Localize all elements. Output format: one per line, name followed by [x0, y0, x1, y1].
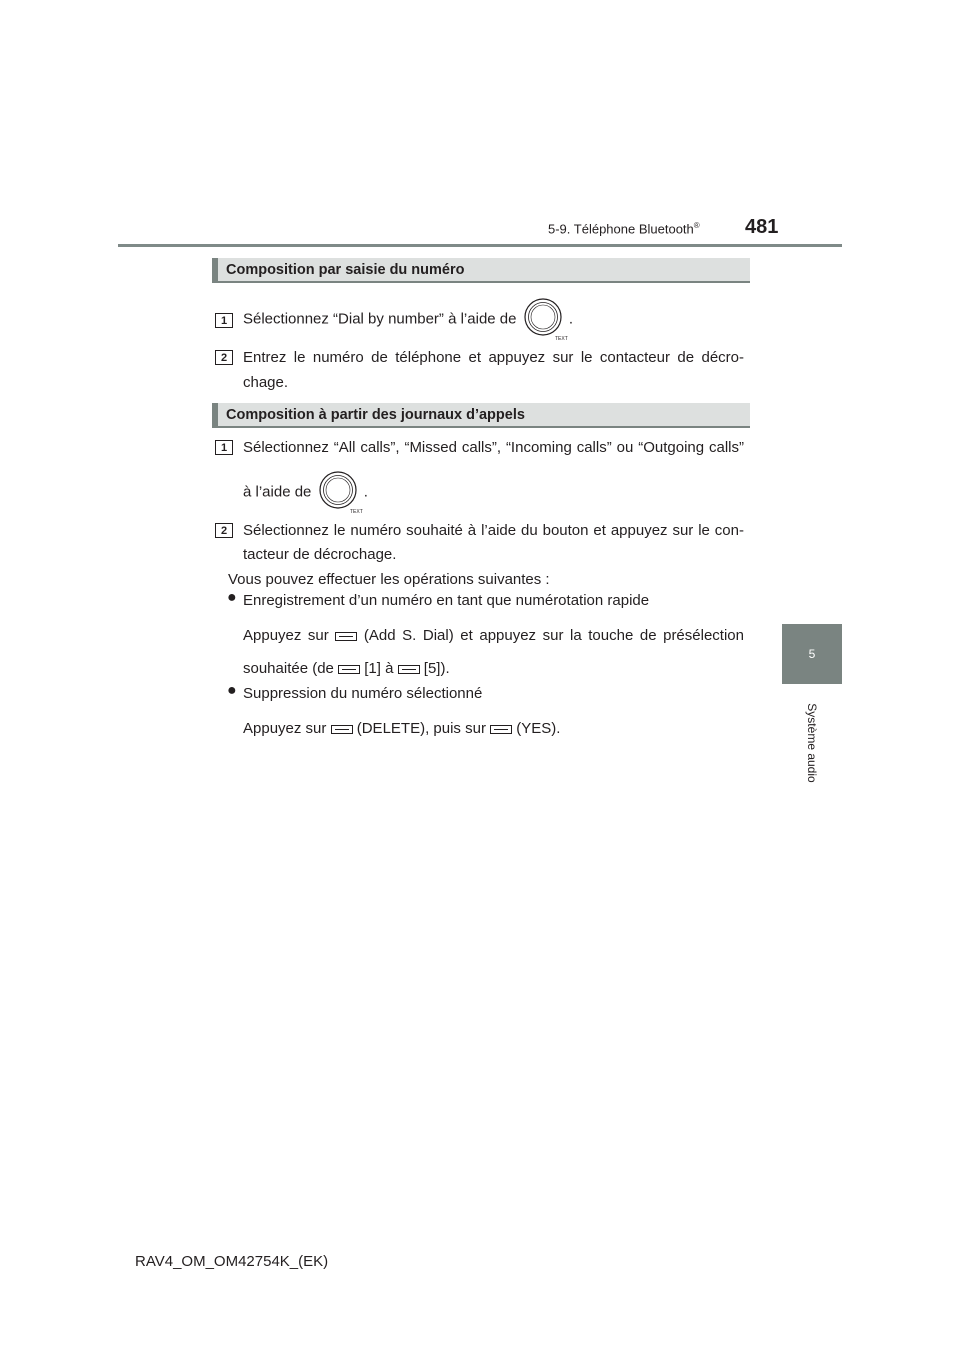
ops-item-title: Suppression du numéro sélectionné	[243, 685, 483, 702]
step-number: 2	[215, 350, 233, 365]
ops-item-title: Enregistrement d’un numéro en tant que numérotation rapide	[243, 592, 650, 609]
ops-item-text: souhaitée (de [1] à [5]).	[243, 660, 450, 677]
preset-button-icon	[335, 632, 357, 641]
bullet: ●	[227, 589, 237, 606]
preset-button-icon	[398, 665, 420, 674]
tune-knob-icon	[521, 297, 568, 342]
document-code: RAV4_OM_OM42754K_(EK)	[135, 1253, 329, 1270]
bullet: ●	[227, 682, 237, 699]
ops-intro: Vous pouvez effectuer les opérations suivantes :	[228, 571, 550, 588]
section-header: 5-9. Téléphone Bluetooth®	[548, 221, 700, 237]
ops-item-text: Appuyez sur (Add S. Dial) et appuyez sur la touche de présélection	[243, 627, 744, 644]
preset-button-icon	[338, 665, 360, 674]
ops-item-text: Appuyez sur (DELETE), puis sur (YES).	[243, 720, 561, 737]
section-title-bar	[212, 258, 750, 283]
svg-text:TEXT: TEXT	[554, 336, 568, 342]
step-text: à l’aide de TEXT .	[243, 470, 368, 518]
preset-button-icon	[490, 725, 512, 734]
step-number: 1	[215, 313, 233, 328]
chapter-tab: 5	[782, 624, 842, 684]
section-title: Composition par saisie du numéro	[226, 262, 465, 278]
step-text: Sélectionnez “All calls”, “Missed calls”, “Incoming calls” ou “Outgoing calls”	[243, 439, 744, 456]
step-text: Entrez le numéro de téléphone et appuyez sur le contacteur de décro- chage.	[243, 349, 744, 391]
header-rule	[118, 244, 842, 247]
step-text: Sélectionnez le numéro souhaité à l’aide du bouton et appuyez sur le con- tacteur de décrochage.	[243, 522, 744, 563]
tune-knob-icon	[316, 470, 363, 515]
step-number: 1	[215, 440, 233, 455]
step-text: Sélectionnez “Dial by number” à l’aide de TEXT .	[243, 297, 573, 345]
step-number: 2	[215, 523, 233, 538]
preset-button-icon	[331, 725, 353, 734]
page-number: 481	[745, 216, 779, 238]
section-title-bar	[212, 403, 750, 428]
svg-text:TEXT: TEXT	[349, 509, 363, 515]
section-title: Composition à partir des journaux d’appels	[226, 407, 525, 423]
chapter-label: Système audio	[805, 703, 819, 783]
